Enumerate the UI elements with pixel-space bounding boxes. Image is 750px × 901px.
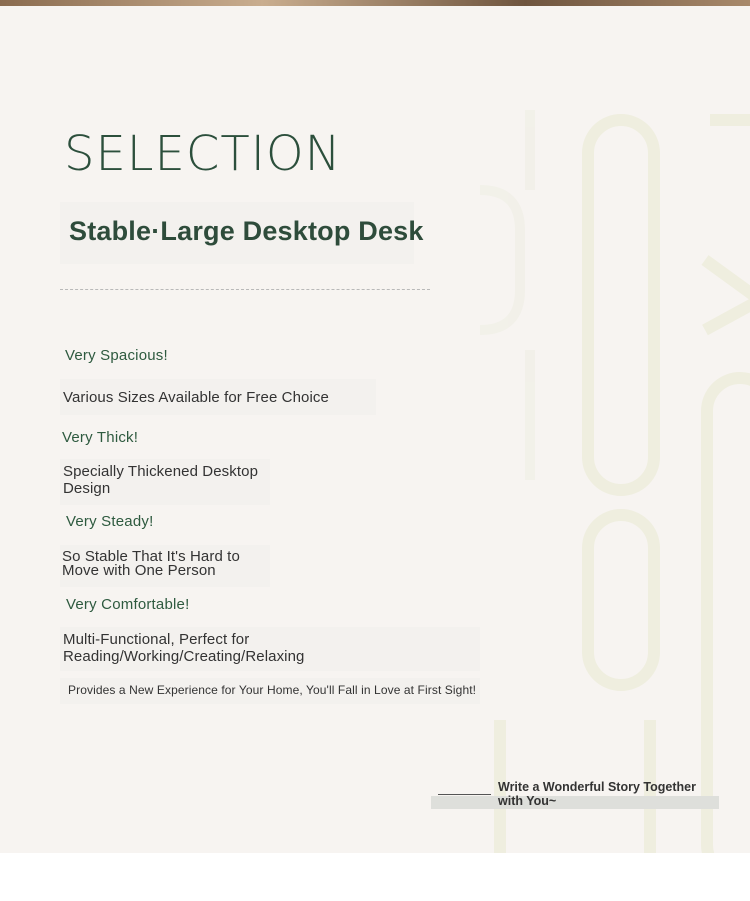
page-title: SELECTION (64, 126, 342, 182)
feature-description-steady: So Stable That It's Hard to Move with One Person (62, 548, 240, 579)
footer-rule (438, 794, 491, 795)
feature-description-thick: Specially Thickened Desktop Design (63, 463, 259, 497)
feature-title-comfortable: Very Comfortable! (66, 596, 190, 613)
feature-title-thick: Very Thick! (62, 429, 139, 446)
experience-note: Provides a New Experience for Your Home, You'll Fall in Love at First Sight! (68, 683, 477, 697)
feature-description-spacious: Various Sizes Available for Free Choice (63, 389, 329, 406)
dashed-divider (60, 289, 430, 290)
feature-title-steady: Very Steady! (66, 513, 154, 530)
footer-slogan: Write a Wonderful Story Together with You~ (498, 780, 696, 808)
product-subtitle: Stable·Large Desktop Desk (69, 216, 424, 246)
feature-title-spacious: Very Spacious! (65, 347, 168, 364)
feature-description-comfortable: Multi-Functional, Perfect for Reading/Working/Creating/Relaxing (63, 631, 305, 665)
